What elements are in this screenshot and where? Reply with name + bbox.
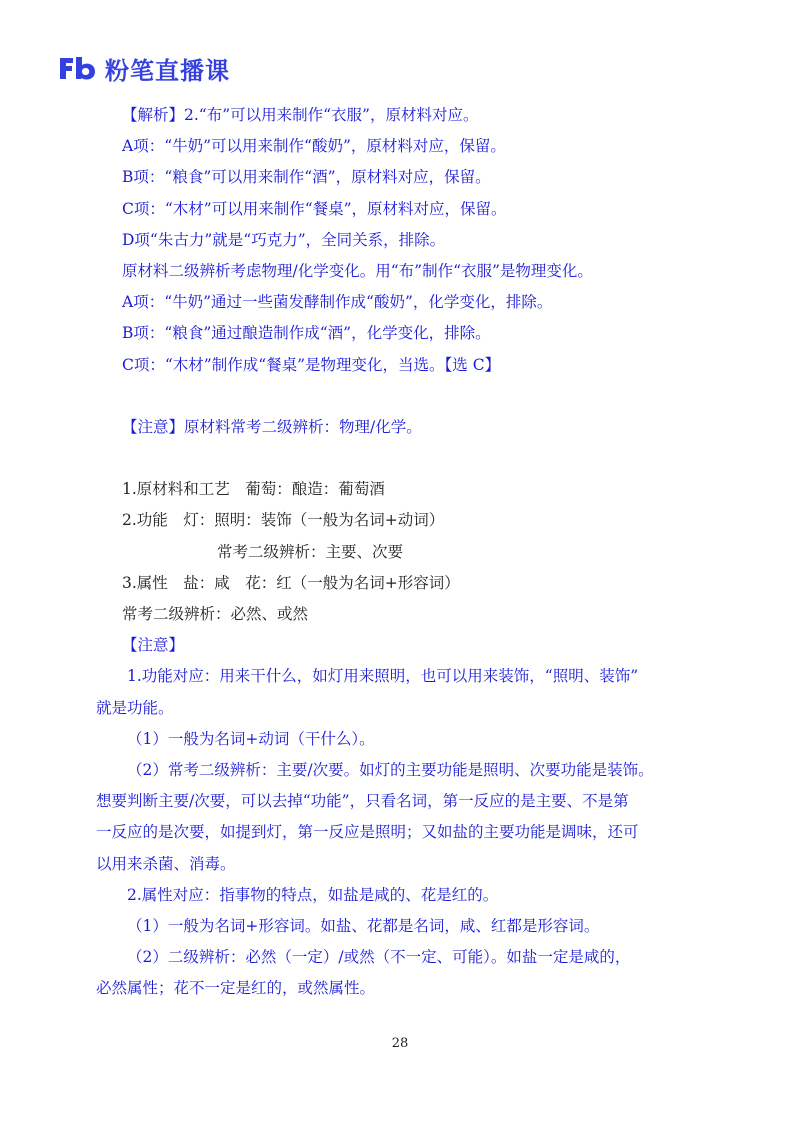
note-label: 【注意】 <box>122 636 185 655</box>
list-item-material: 1.原材料和工艺 葡萄：酿造：葡萄酒 <box>122 480 385 499</box>
page-header <box>57 52 230 84</box>
option-d-line: D项“朱古力”就是“巧克力”，全同关系，排除。 <box>122 230 446 249</box>
attribute-point-2-cont: 必然属性；花不一定是红的，或然属性。 <box>96 979 376 998</box>
option-b-secondary: B项：“粮食”通过酿造制作成“酒”，化学变化，排除。 <box>122 324 491 343</box>
list-item-attribute: 3.属性 盐：咸 花：红（一般为名词+形容词） <box>122 573 460 592</box>
paragraph-attribute: 2.属性对应：指事物的特点，如盐是咸的、花是红的。 <box>127 885 499 904</box>
spacer <box>122 381 682 412</box>
brand-title: 粉笔直播课 <box>105 56 230 85</box>
function-point-2-cont-2: 一反应的是次要，如提到灯，第一反应是照明；又如盐的主要功能是调味，还可 <box>96 823 639 842</box>
attribute-sub-note: 常考二级辨析：必然、或然 <box>122 605 309 623</box>
attribute-point-2: （2）二级辨析：必然（一定）/或然（不一定、可能）。如盐一定是咸的， <box>127 948 631 967</box>
option-a-line: A项：“牛奶”可以用来制作“酸奶”，原材料对应，保留。 <box>122 137 506 156</box>
paragraph-function-cont: 就是功能。 <box>96 698 174 717</box>
function-point-1: （1）一般为名词+动词（干什么）。 <box>127 729 375 748</box>
option-a-secondary: A项：“牛奶”通过一些菌发酵制作成“酸奶”，化学变化，排除。 <box>122 293 553 312</box>
analysis-intro: 【解析】2.“布”可以用来制作“衣服”，原材料对应。 <box>122 106 479 124</box>
attribute-point-1: （1）一般为名词+形容词。如盐、花都是名词，咸、红都是形容词。 <box>127 916 600 935</box>
note-heading: 【注意】原材料常考二级辨析：物理/化学。 <box>122 417 422 436</box>
function-sub-note: 常考二级辨析：主要、次要 <box>217 542 404 561</box>
secondary-analysis: 原材料二级辨析考虑物理/化学变化。用“布”制作“衣服”是物理变化。 <box>122 261 593 280</box>
fenbi-logo-icon <box>57 55 97 81</box>
option-c-line: C项：“木材”可以用来制作“餐桌”，原材料对应，保留。 <box>122 199 507 218</box>
page-number: 28 <box>391 1036 409 1051</box>
list-item-function: 2.功能 灯：照明：装饰（一般为名词+动词） <box>122 511 445 530</box>
option-c-answer: C项：“木材”制作成“餐桌”是物理变化，当选。【选 C】 <box>122 355 501 374</box>
function-point-2-cont-1: 想要判断主要/次要，可以去掉“功能”，只看名词，第一反应的是主要、不是第 <box>96 792 629 811</box>
document-body <box>96 100 682 1004</box>
paragraph-function: 1.功能对应：用来干什么，如灯用来照明，也可以用来装饰，“照明、装饰” <box>127 667 639 686</box>
function-point-2: （2）常考二级辨析：主要/次要。如灯的主要功能是照明、次要功能是装饰。 <box>127 760 654 779</box>
function-point-2-cont-3: 以用来杀菌、消毒。 <box>96 854 236 873</box>
spacer <box>122 443 682 474</box>
option-b-line: B项：“粮食”可以用来制作“酒”，原材料对应，保留。 <box>122 168 491 187</box>
